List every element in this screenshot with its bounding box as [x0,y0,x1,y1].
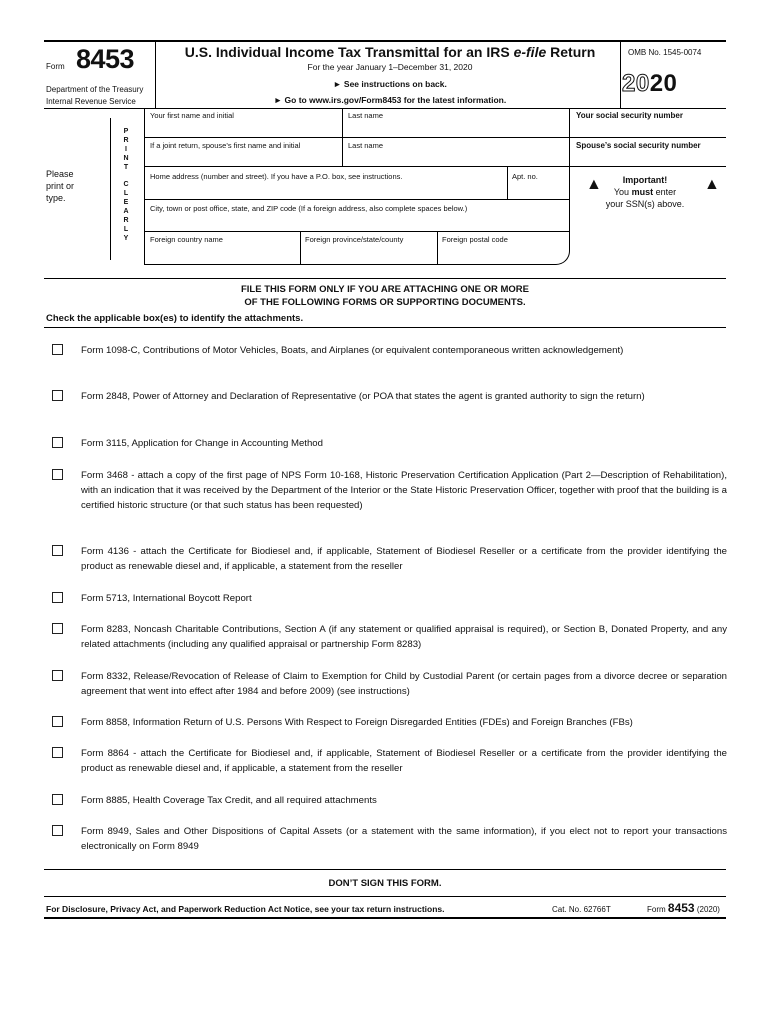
attachment-checkbox[interactable] [52,469,63,480]
file-only-line-1: FILE THIS FORM ONLY IF YOU ARE ATTACHING ONE OR MORE [240,284,529,295]
attachment-text: Form 8885, Health Coverage Tax Credit, and all required attachments [81,795,377,806]
attachment-text: Form 2848, Power of Attorney and Declaration of Representative (or POA that states the agent is granted authority to sign the return) [81,391,645,402]
file-only-notice [100,283,670,309]
print-clearly-letter: R [123,136,129,144]
apt-label: Apt. no. [512,172,538,181]
important-notice [600,174,690,210]
foreign-province-label: Foreign province/state/county [305,235,404,244]
form-title [160,44,620,60]
omb-number: OMB No. 1545-0074 [628,48,702,57]
attachment-item [52,793,727,808]
attachment-text: Form 4136 - attach the Certificate for Biodiesel and, if applicable, Statement of Biodiesel Reseller or a certificate from the provider identifying the product as renewable diesel and, if applicable, a statement from the reseller [81,546,727,572]
file-only-line-2: OF THE FOLLOWING FORMS OR SUPPORTING DOCUMENTS. [244,297,526,308]
print-clearly-letter: N [123,154,129,162]
attachment-item [52,468,727,513]
attachment-checkbox[interactable] [52,825,63,836]
print-clearly-letter: R [123,217,129,224]
ssn-label: Your social security number [576,111,683,120]
attachment-text: Form 8858, Information Return of U.S. Persons With Respect to Foreign Disregarded Entities (FDEs) and Foreign Branches (FBs) [81,717,633,728]
print-clearly-letter: A [123,208,129,216]
last-name-label: Last name [348,111,384,120]
attachment-checkbox[interactable] [52,592,63,603]
attachment-item [52,436,727,451]
attachment-item [52,824,727,854]
attachment-checkbox[interactable] [52,437,63,448]
year-outline: 20 [622,70,650,97]
department-label [46,84,143,108]
attachment-text: Form 8283, Noncash Charitable Contributions, Section A (if any statement or qualified appraisal is required), or Section B, Donated Property, and any related attachments (including any qualified appraisal or partnership Form 8283) [81,624,727,650]
home-address-label: Home address (number and street). If you have a P.O. box, see instructions. [150,172,403,181]
print-clearly-letter: Y [123,234,129,242]
up-arrow-icon: ▲ [586,176,602,193]
department-line-1: Department of the Treasury [46,85,144,94]
attachment-item [52,669,727,699]
must-enter-line [600,186,690,198]
attachment-item [52,591,727,606]
attachment-item [52,389,727,404]
ssn-above-line: your SSN(s) above. [605,199,685,209]
attachment-checkbox[interactable] [52,716,63,727]
attachment-checkbox[interactable] [52,545,63,556]
footer-form-word: Form [647,905,666,914]
check-applicable-instruction: Check the applicable box(es) to identify the attachments. [46,313,304,324]
attachment-text: Form 1098-C, Contributions of Motor Vehicles, Boats, and Airplanes (or equivalent contemporaneous written acknowledgement) [81,345,624,356]
attachment-item [52,343,727,358]
print-clearly-letter: I [125,145,127,153]
attachment-text: Form 3468 - attach a copy of the first page of NPS Form 10-168, Historic Preservation Certification Application (Part 2—Description of Rehabilitation), with an indication that it was received by the Department of the Interior or the State Historic Preservation Officer, together with proof that the building is a certified historic structure (or that such status has been requested) [81,470,727,511]
attachment-item [52,544,727,574]
attachment-checkbox[interactable] [52,623,63,634]
spouse-ssn-label: Spouse’s social security number [576,141,701,150]
city-label: City, town or post office, state, and ZIP code (If a foreign address, also complete spaces below.) [150,204,468,213]
form-number: 8453 [76,44,135,74]
attachment-checkbox[interactable] [52,344,63,355]
footer-form-number: 8453 [667,901,695,915]
print-clearly-letter: C [123,181,129,189]
attachment-checkbox[interactable] [52,794,63,805]
dont-sign-notice: DON’T SIGN THIS FORM. [328,878,442,889]
title-end: Return [546,44,596,60]
attachment-checkbox[interactable] [52,390,63,401]
goto-website: ► Go to www.irs.gov/Form8453 for the latest information. [273,95,507,105]
foreign-country-label: Foreign country name [150,235,223,244]
attachment-text: Form 8332, Release/Revocation of Release of Claim to Exemption for Child by Custodial Parent (or certain pages from a divorce decree or separation agreement that went into effect after 1984 and before 2009) (see instructions) [81,671,727,697]
attachment-text: Form 5713, International Boycott Report [81,593,252,604]
attachment-checkbox[interactable] [52,670,63,681]
spouse-first-name-label: If a joint return, spouse’s first name and initial [150,141,301,150]
print-clearly-letter: T [123,163,129,171]
form-label: Form [46,62,65,71]
print-clearly-letter: L [123,190,129,198]
first-name-label: Your first name and initial [150,111,234,120]
spouse-last-name-label: Last name [348,141,384,150]
please-print-label [46,168,74,204]
must-emphasis: must [631,187,654,197]
attachment-checkbox[interactable] [52,747,63,758]
attachment-text: Form 8949, Sales and Other Dispositions of Capital Assets (or a statement with the same information), if you elect not to report your transactions electronically on Form 8949 [81,826,727,852]
please-print-line: Please [46,169,74,179]
title-main: U.S. Individual Income Tax Transmittal for an IRS [184,44,514,60]
see-instructions: ► See instructions on back. [333,79,447,89]
tax-year-period: For the year January 1–December 31, 2020 [307,62,473,72]
foreign-postal-label: Foreign postal code [442,235,508,244]
please-print-line: type. [46,193,66,203]
attachment-text: Form 3115, Application for Change in Accounting Method [81,438,323,449]
catalog-number: Cat. No. 62766T [552,905,611,914]
please-print-line: print or [46,181,75,191]
attachment-item [52,622,727,652]
attachment-text: Form 8864 - attach the Certificate for Biodiesel and, if applicable, Statement of Biodiesel Reseller or a certificate from the provider identifying the product as renewable diesel and, if applicable, a statement from the reseller [81,748,727,774]
privacy-notice: For Disclosure, Privacy Act, and Paperwork Reduction Act Notice, see your tax return instructions. [46,904,445,914]
up-arrow-icon: ▲ [704,176,720,193]
tax-year [622,70,677,98]
attachment-item [52,715,727,730]
print-clearly-letter: L [123,225,129,233]
year-solid: 20 [649,70,678,97]
footer-form-id [647,901,720,915]
must-enter-pre: You [613,187,632,197]
footer-year: (2020) [696,905,720,914]
important-heading: Important! [622,175,668,185]
print-clearly-letter: E [123,199,129,207]
must-enter-post: enter [653,187,677,197]
attachment-item [52,746,727,776]
print-clearly-letter: P [123,128,129,135]
department-line-2: Internal Revenue Service [46,97,136,106]
title-efile: e-file [513,44,547,60]
